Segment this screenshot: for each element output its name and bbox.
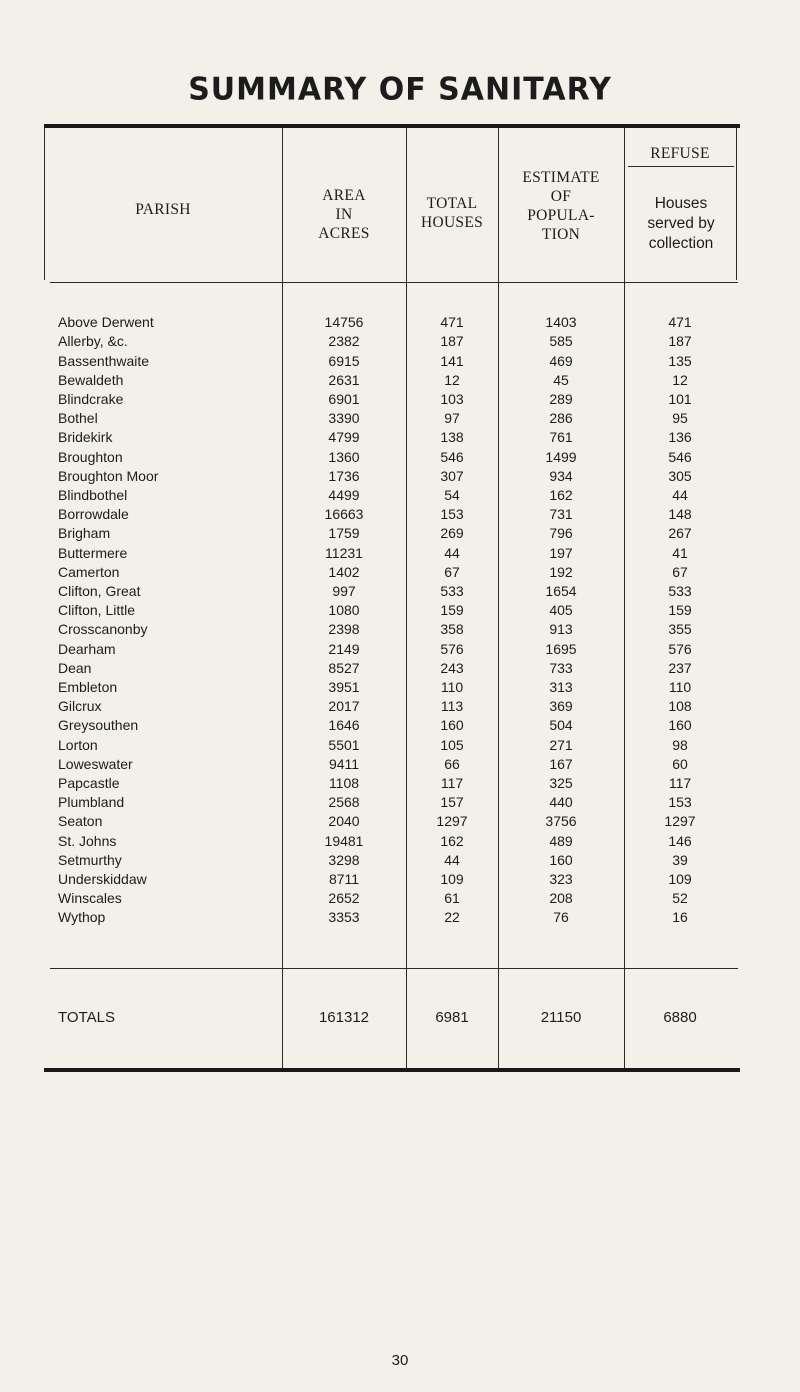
cell-population: 167 bbox=[549, 756, 573, 772]
cell-parish: Winscales bbox=[58, 890, 122, 906]
cell-refuse: 108 bbox=[668, 698, 692, 714]
cell-parish: Dearham bbox=[58, 641, 116, 657]
cell-area: 6901 bbox=[328, 391, 360, 407]
totals-row bbox=[0, 1008, 800, 1028]
cell-houses: 471 bbox=[440, 314, 464, 330]
cell-parish: Embleton bbox=[58, 679, 118, 695]
cell-area: 4799 bbox=[328, 429, 360, 445]
cell-parish: Allerby, &c. bbox=[58, 333, 128, 349]
cell-population: 934 bbox=[549, 468, 573, 484]
cell-parish: Papcastle bbox=[58, 775, 120, 791]
cell-refuse: 159 bbox=[668, 602, 692, 618]
table-row bbox=[0, 697, 800, 716]
cell-refuse: 44 bbox=[672, 487, 688, 503]
table-row bbox=[0, 332, 800, 351]
cell-refuse: 355 bbox=[668, 621, 692, 637]
cell-houses: 153 bbox=[440, 506, 464, 522]
cell-refuse: 546 bbox=[668, 449, 692, 465]
cell-refuse: 146 bbox=[668, 833, 692, 849]
cell-refuse: 267 bbox=[668, 525, 692, 541]
cell-population: 160 bbox=[549, 852, 573, 868]
cell-area: 5501 bbox=[328, 737, 360, 753]
table-row bbox=[0, 774, 800, 793]
table-row bbox=[0, 313, 800, 332]
table-row bbox=[0, 832, 800, 851]
cell-population: 271 bbox=[549, 737, 573, 753]
cell-population: 286 bbox=[549, 410, 573, 426]
top-rule bbox=[44, 124, 740, 128]
cell-area: 3951 bbox=[328, 679, 360, 695]
cell-area: 3353 bbox=[328, 909, 360, 925]
cell-population: 323 bbox=[549, 871, 573, 887]
table-row bbox=[0, 851, 800, 870]
cell-refuse: 110 bbox=[668, 679, 692, 695]
cell-refuse: 135 bbox=[668, 353, 692, 369]
cell-houses: 546 bbox=[440, 449, 464, 465]
cell-population: 197 bbox=[549, 545, 573, 561]
cell-parish: Blindcrake bbox=[58, 391, 124, 407]
cell-houses: 307 bbox=[440, 468, 464, 484]
cell-population: 469 bbox=[549, 353, 573, 369]
page-title: SUMMARY OF SANITARY bbox=[188, 71, 612, 108]
totals-area: 161312 bbox=[318, 1009, 370, 1026]
cell-refuse: 148 bbox=[668, 506, 692, 522]
cell-area: 1736 bbox=[328, 468, 360, 484]
cell-houses: 22 bbox=[444, 909, 460, 925]
cell-population: 289 bbox=[549, 391, 573, 407]
cell-population: 3756 bbox=[545, 813, 577, 829]
cell-houses: 141 bbox=[440, 353, 464, 369]
cell-area: 11231 bbox=[325, 545, 363, 561]
cell-population: 313 bbox=[549, 679, 573, 695]
table-row bbox=[0, 601, 800, 620]
table-row bbox=[0, 390, 800, 409]
cell-refuse: 95 bbox=[672, 410, 688, 426]
cell-refuse: 16 bbox=[672, 909, 688, 925]
table-row bbox=[0, 812, 800, 831]
cell-refuse: 117 bbox=[668, 775, 692, 791]
cell-area: 14756 bbox=[324, 314, 364, 330]
cell-parish: Bewaldeth bbox=[58, 372, 124, 388]
cell-houses: 1297 bbox=[436, 813, 468, 829]
cell-parish: Clifton, Little bbox=[58, 602, 136, 618]
table-row bbox=[0, 908, 800, 927]
cell-houses: 12 bbox=[444, 372, 460, 388]
cell-houses: 243 bbox=[440, 660, 464, 676]
cell-area: 8711 bbox=[328, 871, 360, 887]
cell-refuse: 533 bbox=[668, 583, 692, 599]
refuse-group-underline bbox=[628, 166, 734, 167]
cell-area: 9411 bbox=[328, 756, 360, 772]
table-row bbox=[0, 736, 800, 755]
cell-population: 440 bbox=[549, 794, 573, 810]
header-estimate-population bbox=[498, 168, 624, 244]
table-row bbox=[0, 467, 800, 486]
cell-houses: 105 bbox=[440, 737, 464, 753]
cell-population: 731 bbox=[549, 506, 573, 522]
cell-refuse: 52 bbox=[672, 890, 688, 906]
cell-houses: 160 bbox=[440, 717, 464, 733]
cell-area: 2017 bbox=[328, 698, 360, 714]
cell-refuse: 12 bbox=[672, 372, 688, 388]
table-row bbox=[0, 505, 800, 524]
cell-area: 19481 bbox=[324, 833, 364, 849]
cell-houses: 269 bbox=[440, 525, 464, 541]
cell-parish: St. Johns bbox=[58, 833, 117, 849]
cell-houses: 61 bbox=[444, 890, 460, 906]
table-row bbox=[0, 486, 800, 505]
cell-population: 504 bbox=[549, 717, 573, 733]
cell-population: 162 bbox=[549, 487, 573, 503]
cell-area: 2631 bbox=[328, 372, 360, 388]
cell-parish: Dean bbox=[58, 660, 92, 676]
cell-refuse: 471 bbox=[668, 314, 692, 330]
page-number: 30 bbox=[391, 1352, 409, 1369]
cell-houses: 533 bbox=[440, 583, 464, 599]
header-refuse-group: REFUSE bbox=[650, 145, 710, 162]
cell-refuse: 41 bbox=[672, 545, 688, 561]
cell-parish: Crosscanonby bbox=[58, 621, 148, 637]
cell-houses: 576 bbox=[440, 641, 464, 657]
totals-houses: 6981 bbox=[435, 1009, 469, 1026]
cell-houses: 67 bbox=[444, 564, 460, 580]
table-row bbox=[0, 582, 800, 601]
cell-area: 2040 bbox=[328, 813, 360, 829]
cell-area: 997 bbox=[332, 583, 356, 599]
cell-population: 1403 bbox=[545, 314, 577, 330]
table-row bbox=[0, 371, 800, 390]
cell-parish: Above Derwent bbox=[58, 314, 154, 330]
cell-area: 4499 bbox=[328, 487, 360, 503]
cell-houses: 97 bbox=[444, 410, 460, 426]
cell-refuse: 187 bbox=[668, 333, 692, 349]
cell-population: 405 bbox=[549, 602, 573, 618]
cell-parish: Underskiddaw bbox=[58, 871, 147, 887]
cell-parish: Borrowdale bbox=[58, 506, 129, 522]
table-row bbox=[0, 793, 800, 812]
cell-houses: 103 bbox=[440, 391, 464, 407]
cell-area: 16663 bbox=[324, 506, 364, 522]
header-pop-line2: OF bbox=[550, 188, 572, 205]
cell-population: 796 bbox=[549, 525, 573, 541]
table-row bbox=[0, 640, 800, 659]
table-row bbox=[0, 544, 800, 563]
cell-houses: 159 bbox=[440, 602, 464, 618]
cell-parish: Seaton bbox=[58, 813, 103, 829]
header-houses-line1: TOTAL bbox=[426, 195, 478, 212]
cell-parish: Broughton bbox=[58, 449, 123, 465]
cell-area: 3298 bbox=[328, 852, 360, 868]
cell-houses: 54 bbox=[444, 487, 460, 503]
cell-area: 1360 bbox=[328, 449, 360, 465]
totals-population: 21150 bbox=[540, 1009, 582, 1026]
cell-houses: 162 bbox=[440, 833, 464, 849]
totals-top-line bbox=[50, 968, 738, 969]
table-row bbox=[0, 428, 800, 447]
cell-area: 3390 bbox=[328, 410, 360, 426]
table-row bbox=[0, 620, 800, 639]
cell-population: 733 bbox=[549, 660, 573, 676]
table-row bbox=[0, 448, 800, 467]
cell-parish: Bassenthwaite bbox=[58, 353, 150, 369]
cell-houses: 44 bbox=[444, 545, 460, 561]
cell-refuse: 67 bbox=[672, 564, 688, 580]
totals-refuse: 6880 bbox=[663, 1009, 697, 1026]
cell-area: 1646 bbox=[328, 717, 360, 733]
header-pop-line1: ESTIMATE bbox=[522, 169, 600, 186]
cell-refuse: 136 bbox=[668, 429, 692, 445]
header-total-houses bbox=[406, 194, 498, 232]
cell-area: 1108 bbox=[328, 775, 360, 791]
cell-area: 6915 bbox=[328, 353, 360, 369]
header-houses-line2: HOUSES bbox=[420, 214, 484, 231]
cell-refuse: 237 bbox=[668, 660, 692, 676]
cell-area: 2652 bbox=[328, 890, 360, 906]
header-bottom-line bbox=[50, 282, 738, 283]
cell-population: 913 bbox=[549, 621, 573, 637]
cell-parish: Brigham bbox=[58, 525, 111, 541]
cell-refuse: 576 bbox=[668, 641, 692, 657]
cell-parish: Lorton bbox=[58, 737, 98, 753]
cell-houses: 138 bbox=[440, 429, 464, 445]
cell-area: 2149 bbox=[328, 641, 360, 657]
header-parish: PARISH bbox=[135, 201, 191, 218]
header-refuse-line1: Houses bbox=[654, 195, 708, 212]
cell-parish: Greysouthen bbox=[58, 717, 139, 733]
cell-refuse: 101 bbox=[668, 391, 692, 407]
cell-parish: Gilcrux bbox=[58, 698, 102, 714]
totals-label: TOTALS bbox=[58, 1009, 115, 1026]
cell-population: 1499 bbox=[545, 449, 577, 465]
cell-area: 8527 bbox=[328, 660, 360, 676]
table-row bbox=[0, 409, 800, 428]
cell-parish: Clifton, Great bbox=[58, 583, 141, 599]
cell-population: 489 bbox=[549, 833, 573, 849]
cell-refuse: 60 bbox=[672, 756, 688, 772]
cell-parish: Plumbland bbox=[58, 794, 125, 810]
cell-parish: Setmurthy bbox=[58, 852, 122, 868]
cell-population: 1654 bbox=[545, 583, 577, 599]
cell-parish: Bridekirk bbox=[58, 429, 113, 445]
cell-population: 1695 bbox=[545, 641, 577, 657]
cell-houses: 44 bbox=[444, 852, 460, 868]
cell-houses: 109 bbox=[440, 871, 464, 887]
table-row bbox=[0, 755, 800, 774]
cell-population: 192 bbox=[549, 564, 573, 580]
cell-parish: Wythop bbox=[58, 909, 106, 925]
cell-refuse: 160 bbox=[668, 717, 692, 733]
cell-area: 1080 bbox=[328, 602, 360, 618]
header-area-line3: ACRES bbox=[318, 225, 370, 242]
cell-refuse: 305 bbox=[668, 468, 692, 484]
cell-refuse: 1297 bbox=[664, 813, 696, 829]
cell-area: 2398 bbox=[328, 621, 360, 637]
cell-parish: Camerton bbox=[58, 564, 120, 580]
header-pop-line3: POPULA- bbox=[527, 207, 595, 224]
cell-houses: 110 bbox=[440, 679, 464, 695]
table-row bbox=[0, 678, 800, 697]
cell-parish: Buttermere bbox=[58, 545, 128, 561]
cell-houses: 117 bbox=[440, 775, 464, 791]
cell-population: 369 bbox=[549, 698, 573, 714]
header-area bbox=[282, 186, 406, 243]
cell-houses: 358 bbox=[440, 621, 464, 637]
cell-refuse: 109 bbox=[668, 871, 692, 887]
cell-parish: Loweswater bbox=[58, 756, 133, 772]
cell-parish: Broughton Moor bbox=[58, 468, 159, 484]
cell-houses: 66 bbox=[444, 756, 460, 772]
cell-houses: 187 bbox=[440, 333, 464, 349]
table-row bbox=[0, 524, 800, 543]
cell-houses: 113 bbox=[440, 698, 464, 714]
cell-houses: 157 bbox=[440, 794, 464, 810]
cell-population: 761 bbox=[549, 429, 573, 445]
table-row bbox=[0, 352, 800, 371]
header-area-line1: AREA bbox=[322, 187, 366, 204]
cell-area: 1759 bbox=[328, 525, 360, 541]
cell-area: 2382 bbox=[328, 333, 360, 349]
cell-refuse: 39 bbox=[672, 852, 688, 868]
cell-population: 45 bbox=[553, 372, 569, 388]
bottom-rule bbox=[44, 1068, 740, 1072]
cell-population: 208 bbox=[549, 890, 573, 906]
cell-area: 2568 bbox=[328, 794, 360, 810]
header-refuse-line3: collection bbox=[648, 235, 714, 252]
cell-area: 1402 bbox=[328, 564, 360, 580]
table-row bbox=[0, 870, 800, 889]
table-row bbox=[0, 889, 800, 908]
table-row bbox=[0, 563, 800, 582]
header-refuse-houses bbox=[624, 194, 738, 254]
cell-parish: Blindbothel bbox=[58, 487, 128, 503]
cell-parish: Bothel bbox=[58, 410, 98, 426]
cell-refuse: 153 bbox=[668, 794, 692, 810]
header-pop-line4: TION bbox=[541, 226, 581, 243]
cell-population: 585 bbox=[549, 333, 573, 349]
cell-population: 76 bbox=[553, 909, 569, 925]
cell-refuse: 98 bbox=[672, 737, 688, 753]
cell-population: 325 bbox=[549, 775, 573, 791]
header-refuse-line2: served by bbox=[647, 215, 715, 232]
header-area-line2: IN bbox=[335, 206, 353, 223]
table-row bbox=[0, 716, 800, 735]
table-row bbox=[0, 659, 800, 678]
